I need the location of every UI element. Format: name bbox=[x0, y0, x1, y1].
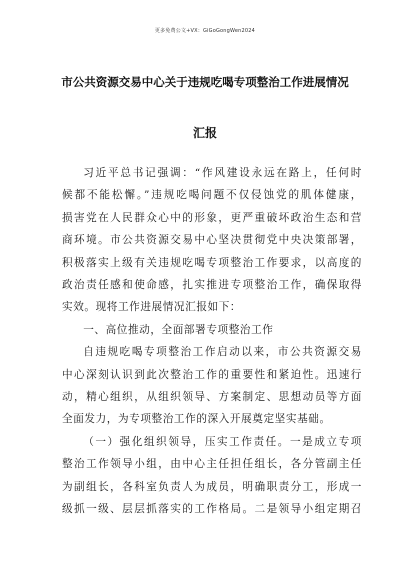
text-line: （一）强化组织领导，压实工作责任。一是成立专项 bbox=[83, 435, 362, 448]
text-line: 习近平总书记强调：“作风建设永远在路上，任何时 bbox=[83, 167, 362, 179]
document-title-line-1: 市公共资源交易中心关于违规吃喝专项整治工作进展情况 bbox=[61, 75, 349, 89]
text-line: 政治责任感和使命感，扎实推进专项整治工作，确保取得 bbox=[62, 279, 362, 292]
text-line: 候都不能松懈。”违规吃喝问题不仅侵蚀党的肌体健康， bbox=[62, 189, 362, 202]
text-line: 级抓一级、层层抓落实的工作格局。二是领导小组定期召 bbox=[62, 503, 362, 516]
paragraph-subsection-1 bbox=[62, 431, 362, 521]
text-line: 为副组长，各科室负责人为成员，明确职责分工，形成一 bbox=[62, 480, 362, 493]
header-note: 更多免费公文+VX：GiGoGongWen2024 bbox=[154, 28, 256, 34]
text-line: 损害党在人民群众心中的形象，更严重破坏政治生态和营 bbox=[62, 211, 362, 224]
paragraph-intro bbox=[62, 162, 362, 319]
document-title-line-2: 汇报 bbox=[192, 126, 217, 140]
text-line: 全面发力，为专项整治工作的深入开展奠定坚实基础。 bbox=[62, 413, 331, 426]
text-line: 自违规吃喝专项整治工作启动以来，市公共资源交易 bbox=[83, 346, 362, 359]
text-line: 商环境。市公共资源交易中心坚决贯彻党中央决策部署， bbox=[62, 234, 362, 247]
text-line: 整治工作领导小组，由中心主任担任组长，各分管副主任 bbox=[62, 458, 362, 471]
paragraph-section-1 bbox=[62, 341, 362, 431]
document-body bbox=[62, 162, 362, 521]
text-line: 中心深刻认识到此次整治工作的重要性和紧迫性。迅速行 bbox=[62, 368, 362, 381]
text-line: 积极落实上级有关违规吃喝专项整治工作要求，以高度的 bbox=[62, 256, 362, 269]
text-line: 动，精心组织，从组织领导、方案制定、思想动员等方面 bbox=[62, 391, 362, 404]
section-heading bbox=[62, 319, 362, 341]
text-line: 实效。现将工作进展情况汇报如下： bbox=[62, 301, 242, 314]
text-line: 一、高位推动，全面部署专项整治工作 bbox=[83, 323, 274, 336]
